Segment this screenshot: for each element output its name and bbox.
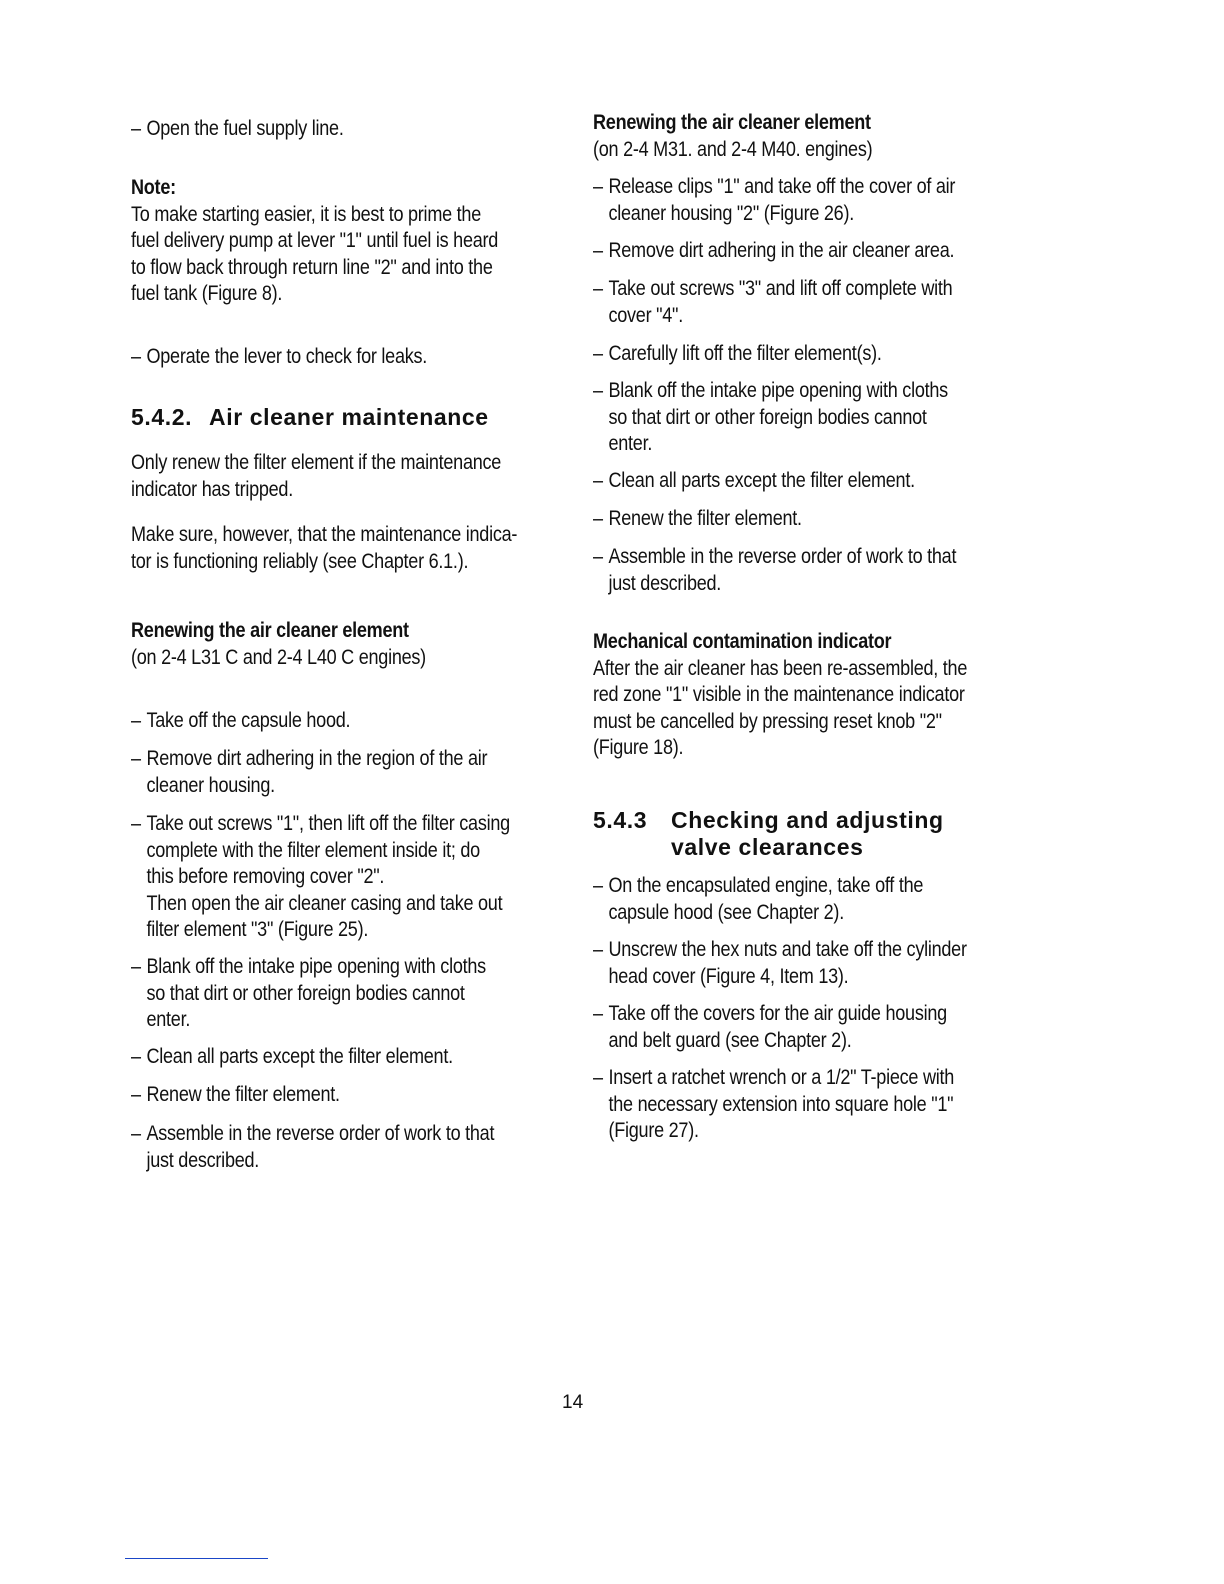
step-item: – Take out screws "3" and lift off complete with cover "4". bbox=[593, 276, 1022, 329]
page-number: 14 bbox=[562, 1392, 584, 1413]
section-heading-543: 5.4.3 Checking and adjusting valve clearances bbox=[593, 807, 944, 860]
mechanical-indicator-block: Mechanical contamination indicator After the air cleaner has been re-assembled, the red zone "1" visible in the maintenance indicator must be cancelled by pressing reset knob "2" (Figure 18). bbox=[593, 630, 968, 759]
footer-rule bbox=[125, 1558, 268, 1559]
step-item: – Insert a ratchet wrench or a 1/2" T-piece with the necessary extension into square hole "1" (Figure 27). bbox=[593, 1065, 1022, 1145]
step-item: – Take off the capsule hood. bbox=[131, 708, 570, 735]
step-item: – Blank off the intake pipe opening with cloths so that dirt or other foreign bodies cannot enter. bbox=[593, 378, 1022, 458]
step-item: – On the encapsulated engine, take off the capsule hood (see Chapter 2). bbox=[593, 873, 1022, 926]
step-item: – Clean all parts except the filter element. bbox=[593, 468, 1022, 495]
step-item: – Unscrew the hex nuts and take off the cylinder head cover (Figure 4, Item 13). bbox=[593, 937, 1022, 990]
step-item: – Release clips "1" and take off the cover of air cleaner housing "2" (Figure 26). bbox=[593, 174, 1022, 227]
step-item: – Clean all parts except the filter element. bbox=[131, 1044, 570, 1071]
step-item: – Remove dirt adhering in the air cleaner area. bbox=[593, 238, 1022, 265]
step-item: – Renew the filter element. bbox=[131, 1082, 570, 1109]
maintenance-paragraph-1: Only renew the filter element if the maintenance indicator has tripped. bbox=[131, 451, 502, 501]
section-heading-542: 5.4.2. Air cleaner maintenance bbox=[131, 404, 489, 430]
step-operate-lever: – Operate the lever to check for leaks. bbox=[131, 344, 570, 371]
step-item: – Take off the covers for the air guide housing and belt guard (see Chapter 2). bbox=[593, 1001, 1022, 1054]
step-open-fuel: – Open the fuel supply line. bbox=[131, 116, 570, 143]
maintenance-paragraph-2: Make sure, however, that the maintenance indica- tor is functioning reliably (see Chapter 6.1.). bbox=[131, 523, 518, 573]
step-item: – Renew the filter element. bbox=[593, 506, 1022, 533]
note-label: Note: bbox=[131, 176, 176, 199]
step-item: – Remove dirt adhering in the region of the air cleaner housing. bbox=[131, 746, 570, 799]
step-item: – Assemble in the reverse order of work to that just described. bbox=[131, 1121, 570, 1174]
step-item: – Assemble in the reverse order of work to that just described. bbox=[593, 544, 1022, 597]
renew-element-heading: Renewing the air cleaner element (on 2-4 L31 C and 2-4 L40 C engines) bbox=[131, 619, 426, 669]
note-block: Note: To make starting easier, it is best to prime the fuel delivery pump at lever "1" until fuel is heard to flow back through return line "2" and into the fuel tank (Figure 8). bbox=[131, 175, 570, 308]
step-item: – Take out screws "1", then lift off the filter casing complete with the filter element inside it; do this before removing cover "2". Then open the air cleaner casing and take out filter element "3" (Figure 25). bbox=[131, 811, 570, 944]
step-item: – Blank off the intake pipe opening with cloths so that dirt or other foreign bodies cannot enter. bbox=[131, 954, 570, 1034]
step-item: – Carefully lift off the filter element(s). bbox=[593, 341, 1022, 368]
renew-element-heading-m: Renewing the air cleaner element (on 2-4 M31. and 2-4 M40. engines) bbox=[593, 111, 873, 161]
